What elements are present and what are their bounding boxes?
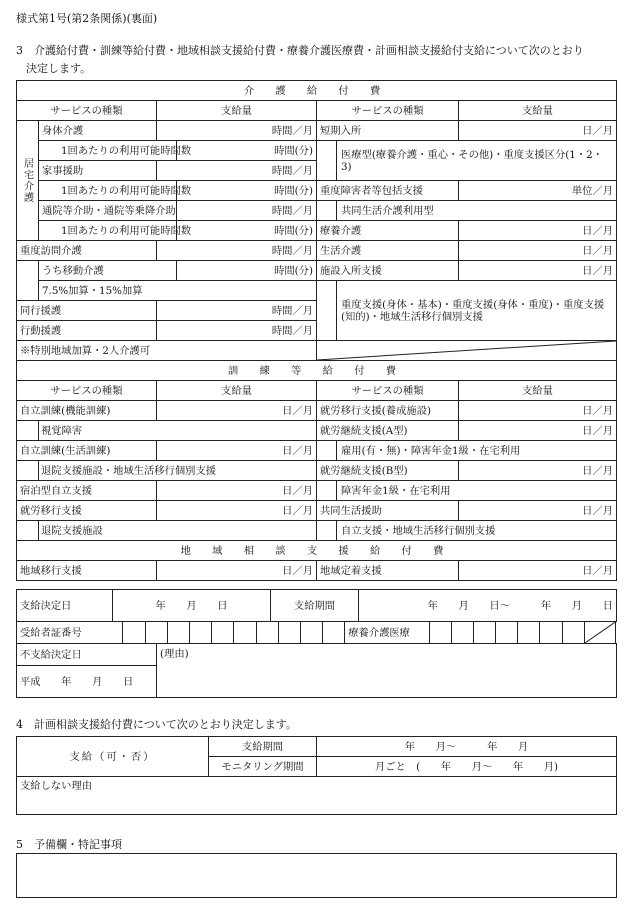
kaigo-row-label: うち移動介護 xyxy=(39,261,177,281)
kunren-row-unit: 日／月 xyxy=(157,441,317,461)
kunren-row-unit: 日／月 xyxy=(157,501,317,521)
kunren-row-label: 就労継続支援(B型) xyxy=(317,461,459,481)
digit-box[interactable] xyxy=(562,622,584,644)
section4-heading: 4 計画相談支援給付費について次のとおり決定します。 xyxy=(16,718,297,731)
kunren-row-label: 自立訓練(機能訓練) xyxy=(17,401,157,421)
kunren-header-amount-right: 支給量 xyxy=(459,381,617,401)
kaigo-row-unit: 時間(分) xyxy=(177,221,317,241)
chiiki-ikou-unit: 日／月 xyxy=(157,561,317,581)
shisetsu-unit: 日／月 xyxy=(459,261,617,281)
digit-box[interactable] xyxy=(496,622,518,644)
kettei-label: 支給決定日 xyxy=(17,590,113,622)
kunren-row-label: 就労継続支援(A型) xyxy=(317,421,459,441)
kaigo-row-unit: 時間／月 xyxy=(157,161,317,181)
kaigo-row-label: 1回あたりの利用可能時間数 xyxy=(39,221,177,241)
kaigo-header-service-right: サービスの種類 xyxy=(317,101,459,121)
kaigo-row-unit: 時間(分) xyxy=(177,141,317,161)
digit-box[interactable] xyxy=(167,622,189,644)
kaigo-row-label: 同行援護 xyxy=(17,301,157,321)
ryoyo-unit: 日／月 xyxy=(459,221,617,241)
kaigo-row-unit: 時間／月 xyxy=(157,121,317,141)
digit-box[interactable] xyxy=(540,622,562,644)
seikatsu-label: 生活介護 xyxy=(317,241,459,261)
decision-row xyxy=(16,589,617,622)
kunren-row-label: 退院支援施設・地域生活移行個別支援 xyxy=(39,461,317,481)
kunren-row-unit: 日／月 xyxy=(157,481,317,501)
monitoring-label: モニタリング期間 xyxy=(209,757,317,777)
kunren-row-unit: 日／月 xyxy=(459,401,617,421)
kunren-row-label: 障害年金1級・在宅利用 xyxy=(337,481,617,501)
tanki-label: 短期入所 xyxy=(317,121,459,141)
digit-box[interactable] xyxy=(190,622,212,644)
kunren-row-label: 自立支援・地域生活移行個別支援 xyxy=(337,521,617,541)
digit-box[interactable] xyxy=(123,622,145,644)
chiiki-ikou-label: 地域移行支援 xyxy=(17,561,157,581)
kaigo-title: 介 護 給 付 費 xyxy=(17,81,617,101)
section3-heading-line1: 3 介護給付費・訓練等給付費・地域相談支援給付費・療養介護医療費・計画相談支援給付支給について次のとおり xyxy=(16,44,584,57)
kunren-row-label: 雇用(有・無)・障害年金1級・在宅利用 xyxy=(337,441,617,461)
kaigo-row-label: 1回あたりの利用可能時間数 xyxy=(39,141,177,161)
kunren-row-unit: 日／月 xyxy=(157,401,317,421)
kaigo-row-unit: 時間／月 xyxy=(157,301,317,321)
chiiki-teichaku-unit: 日／月 xyxy=(459,561,617,581)
kaigo-row-unit: 時間(分) xyxy=(177,181,317,201)
reason-label: 支給しない理由 xyxy=(20,780,93,792)
kaigo-row-unit: 時間(分) xyxy=(177,261,317,281)
kunren-row-unit: 日／月 xyxy=(459,421,617,441)
kaigo-row-label: ※特別地域加算・2人介護可 xyxy=(17,341,317,361)
kunren-row-label: 視覚障害 xyxy=(39,421,317,441)
diagonal-blank-cell xyxy=(317,341,617,361)
digit-box[interactable] xyxy=(323,622,345,644)
kyotaku-label: 居宅介護 xyxy=(17,121,39,241)
kaigo-row-label: 通院等介助・通院等乗降介助 xyxy=(39,201,177,221)
kaigo-row-label: 1回あたりの利用可能時間数 xyxy=(39,181,177,201)
kunren-row-label: 共同生活援助 xyxy=(317,501,459,521)
kikan-date[interactable]: 年 月 日～ 年 月 日 xyxy=(359,590,617,622)
ryoyo-label: 療養介護 xyxy=(317,221,459,241)
kaigo-header-amount-right: 支給量 xyxy=(459,101,617,121)
digit-box[interactable] xyxy=(145,622,167,644)
keikaku-table xyxy=(16,736,617,815)
digit-box[interactable] xyxy=(518,622,540,644)
iryo-type: 医療型(療養介護・重心・その他)・重度支援区分(1・2・3) xyxy=(337,141,617,181)
kaigo-row-unit: 時間／月 xyxy=(157,241,317,261)
hokatsu-unit: 単位／月 xyxy=(459,181,617,201)
kaigo-row-label: 重度訪問介護 xyxy=(17,241,157,261)
ryoyo-iryo-label: 療養介護医療 xyxy=(345,622,429,644)
kaigo-row-unit: 時間／月 xyxy=(157,321,317,341)
kunren-title: 訓 練 等 給 付 費 xyxy=(17,361,617,381)
digit-box[interactable] xyxy=(212,622,234,644)
reason-field[interactable] xyxy=(17,777,617,815)
shikyu-ka-hi[interactable]: 支給（可・否） xyxy=(17,737,209,777)
digit-box[interactable] xyxy=(278,622,300,644)
diagonal-box xyxy=(584,622,615,644)
section5-heading: 5 予備欄・特記事項 xyxy=(16,838,122,851)
benefit-table xyxy=(16,80,617,581)
digit-box[interactable] xyxy=(256,622,278,644)
kettei-date[interactable]: 年 月 日 xyxy=(113,590,271,622)
chiiki-title: 地 域 相 談 支 援 給 付 費 xyxy=(17,541,617,561)
digit-box[interactable] xyxy=(429,622,451,644)
monitoring-value[interactable]: 月ごと ( 年 月～ 年 月) xyxy=(317,757,617,777)
kikan-label: 支給期間 xyxy=(271,590,359,622)
digit-box[interactable] xyxy=(234,622,256,644)
juudo-options: 重度支援(身体・基本)・重度支援(身体・重度)・重度支援(知的)・地域生活移行個別支援 xyxy=(337,281,617,341)
kaigo-row-unit: 時間／月 xyxy=(177,201,317,221)
kunren-row-label: 就労移行支援(養成施設) xyxy=(317,401,459,421)
kaigo-row-label: 家事援助 xyxy=(39,161,157,181)
kunren-row-label: 宿泊型自立支援 xyxy=(17,481,157,501)
kaigo-row-label: 7.5%加算・15%加算 xyxy=(39,281,317,301)
kunren-row-label: 自立訓練(生活訓練) xyxy=(17,441,157,461)
riyu-label: (理由) xyxy=(160,648,189,660)
chiiki-teichaku-label: 地域定着支援 xyxy=(317,561,459,581)
kunren-row-label: 退院支援施設 xyxy=(39,521,317,541)
kunren-header-amount-left: 支給量 xyxy=(157,381,317,401)
shisetsu-label: 施設入所支援 xyxy=(317,261,459,281)
tanki-unit: 日／月 xyxy=(459,121,617,141)
fushikyu-label: 不支給決定日 xyxy=(17,644,157,666)
riyu-field[interactable] xyxy=(157,644,617,698)
digit-box[interactable] xyxy=(451,622,473,644)
kaigo-row-label: 身体介護 xyxy=(39,121,157,141)
kunren-row-label: 就労移行支援 xyxy=(17,501,157,521)
heisei-date[interactable]: 平成 年 月 日 xyxy=(17,666,157,698)
keikaku-kikan-label: 支給期間 xyxy=(209,737,317,757)
kunren-row-unit: 日／月 xyxy=(459,501,617,521)
kyodo-label: 共同生活介護利用型 xyxy=(337,201,617,221)
kunren-row-unit: 日／月 xyxy=(459,461,617,481)
nonpayment-row xyxy=(16,643,617,698)
digit-box[interactable] xyxy=(473,622,495,644)
section3-heading-line2: 決定します。 xyxy=(26,62,92,75)
kunren-header-service-left: サービスの種類 xyxy=(17,381,157,401)
remarks-field[interactable] xyxy=(16,853,617,898)
recipient-row xyxy=(16,621,616,644)
kunren-header-service-right: サービスの種類 xyxy=(317,381,459,401)
digit-box[interactable] xyxy=(300,622,322,644)
seikatsu-unit: 日／月 xyxy=(459,241,617,261)
keikaku-kikan-value[interactable]: 年 月～ 年 月 xyxy=(317,737,617,757)
kaigo-row-label: 行動援護 xyxy=(17,321,157,341)
form-number: 様式第1号(第2条関係)(裏面) xyxy=(16,12,158,25)
kaigo-header-service-left: サービスの種類 xyxy=(17,101,157,121)
kaigo-header-amount-left: 支給量 xyxy=(157,101,317,121)
hokatsu-label: 重度障害者等包括支援 xyxy=(317,181,459,201)
jukyu-label: 受給者証番号 xyxy=(17,622,123,644)
